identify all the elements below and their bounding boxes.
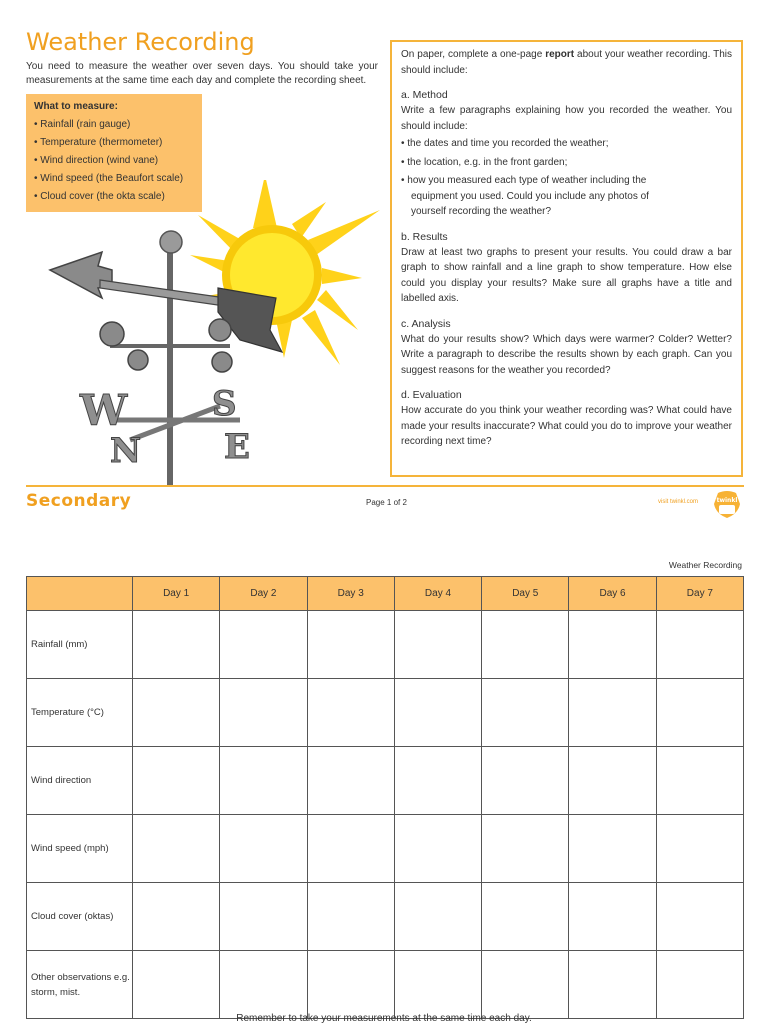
entry-cell[interactable] — [133, 611, 220, 679]
page-title: Weather Recording — [26, 28, 255, 56]
row-label: Wind speed (mph) — [27, 815, 133, 883]
table-row — [27, 747, 744, 815]
table-row — [27, 815, 744, 883]
entry-cell[interactable] — [220, 747, 307, 815]
entry-cell[interactable] — [220, 611, 307, 679]
row-label: Cloud cover (oktas) — [27, 883, 133, 951]
secondary-label: Secondary — [26, 491, 132, 511]
footer-divider — [26, 485, 744, 487]
entry-cell[interactable] — [133, 815, 220, 883]
entry-cell[interactable] — [307, 611, 394, 679]
entry-cell[interactable] — [482, 951, 569, 1019]
entry-cell[interactable] — [307, 951, 394, 1019]
entry-cell[interactable] — [569, 815, 656, 883]
measure-heading: What to measure: — [34, 101, 118, 112]
entry-cell[interactable] — [569, 883, 656, 951]
entry-cell[interactable] — [394, 611, 481, 679]
entry-cell[interactable] — [394, 815, 481, 883]
entry-cell[interactable] — [569, 747, 656, 815]
twinkl-logo-icon — [712, 490, 742, 520]
entry-cell[interactable] — [307, 679, 394, 747]
evaluation-heading: d. Evaluation — [401, 389, 462, 401]
row-label: Temperature (°C) — [27, 679, 133, 747]
method-bullet: • the location, e.g. in the front garden; — [401, 155, 732, 171]
column-header: Day 6 — [569, 577, 656, 611]
entry-cell[interactable] — [133, 679, 220, 747]
table-header-row — [27, 577, 744, 611]
report-instructions-box — [390, 40, 743, 477]
entry-cell[interactable] — [656, 815, 743, 883]
entry-cell[interactable] — [394, 951, 481, 1019]
page-number: Page 1 of 2 — [366, 498, 407, 507]
entry-cell[interactable] — [482, 815, 569, 883]
entry-cell[interactable] — [569, 611, 656, 679]
column-header: Day 4 — [394, 577, 481, 611]
row-label: Wind direction — [27, 747, 133, 815]
svg-text:twinkl: twinkl — [716, 497, 738, 504]
method-bullets — [401, 136, 732, 220]
row-label: Rainfall (mm) — [27, 611, 133, 679]
entry-cell[interactable] — [307, 815, 394, 883]
method-bullet: • how you measured each type of weather including the equipment you used. Could you include any photos of yourself recording the weather? — [401, 173, 732, 220]
evaluation-text: How accurate do you think your weather recording was? What could have made your results inaccurate? What could you do to improve your weather recording next time? — [401, 405, 732, 447]
row-label: Other observations e.g. storm, mist. — [27, 951, 133, 1019]
entry-cell[interactable] — [656, 883, 743, 951]
entry-cell[interactable] — [656, 747, 743, 815]
entry-cell[interactable] — [307, 747, 394, 815]
vane-letter-e: E — [224, 427, 250, 467]
visit-link[interactable]: visit twinkl.com — [658, 499, 699, 505]
entry-cell[interactable] — [307, 883, 394, 951]
entry-cell[interactable] — [133, 951, 220, 1019]
table-row — [27, 611, 744, 679]
column-header: Day 7 — [656, 577, 743, 611]
intro-text: You need to measure the weather over seven days. You should take your measurements at the same time each day and complete the recording sheet. — [26, 61, 378, 86]
entry-cell[interactable] — [220, 815, 307, 883]
vane-letter-n: N — [110, 431, 142, 471]
analysis-heading: c. Analysis — [401, 317, 451, 330]
entry-cell[interactable] — [394, 883, 481, 951]
entry-cell[interactable] — [394, 747, 481, 815]
entry-cell[interactable] — [220, 951, 307, 1019]
entry-cell[interactable] — [656, 611, 743, 679]
entry-cell[interactable] — [482, 747, 569, 815]
entry-cell[interactable] — [482, 611, 569, 679]
page2-header: Weather Recording — [668, 560, 742, 570]
corner-cell — [27, 577, 133, 611]
table-row — [27, 679, 744, 747]
entry-cell[interactable] — [569, 951, 656, 1019]
weather-vane-illustration — [40, 180, 385, 485]
measure-item: • Temperature (thermometer) — [34, 134, 194, 152]
method-heading: a. Method — [401, 89, 448, 101]
report-intro: On paper, complete a one-page report about your weather recording. This should include: — [401, 49, 732, 76]
results-heading: b. Results — [401, 230, 448, 243]
vane-letter-s: S — [212, 384, 237, 424]
column-header: Day 1 — [133, 577, 220, 611]
method-text: Write a few paragraphs explaining how you recorded the weather. You should include: — [401, 105, 732, 132]
results-text: Draw at least two graphs to present your results. You could draw a bar graph to show rainfall and a line graph to show temperature. How else could you display your results? Make sure all graphs have a title and labelled axis. — [401, 246, 732, 304]
entry-cell[interactable] — [133, 883, 220, 951]
measure-item: • Wind speed (the Beaufort scale) — [34, 170, 194, 188]
table-row — [27, 951, 744, 1019]
reminder-note: Remember to take your measurements at the same time each day. — [236, 1013, 532, 1024]
entry-cell[interactable] — [569, 679, 656, 747]
entry-cell[interactable] — [220, 679, 307, 747]
entry-cell[interactable] — [394, 679, 481, 747]
table-row — [27, 883, 744, 951]
entry-cell[interactable] — [656, 679, 743, 747]
measure-item: • Rainfall (rain gauge) — [34, 116, 194, 134]
recording-table — [26, 576, 744, 1019]
method-bullet: • the dates and time you recorded the weather; — [401, 136, 732, 152]
measure-item: • Cloud cover (the okta scale) — [34, 188, 194, 206]
measure-item: • Wind direction (wind vane) — [34, 152, 194, 170]
entry-cell[interactable] — [482, 883, 569, 951]
entry-cell[interactable] — [482, 679, 569, 747]
column-header: Day 3 — [307, 577, 394, 611]
vane-letter-w: W — [80, 386, 128, 435]
column-header: Day 5 — [482, 577, 569, 611]
entry-cell[interactable] — [133, 747, 220, 815]
analysis-text: What do your results show? Which days were warmer? Colder? Wetter? Write a paragraph to describe the results shown by each graph. Can you suggest reasons for the weather you recorded? — [401, 333, 732, 376]
entry-cell[interactable] — [656, 951, 743, 1019]
column-header: Day 2 — [220, 577, 307, 611]
entry-cell[interactable] — [220, 883, 307, 951]
